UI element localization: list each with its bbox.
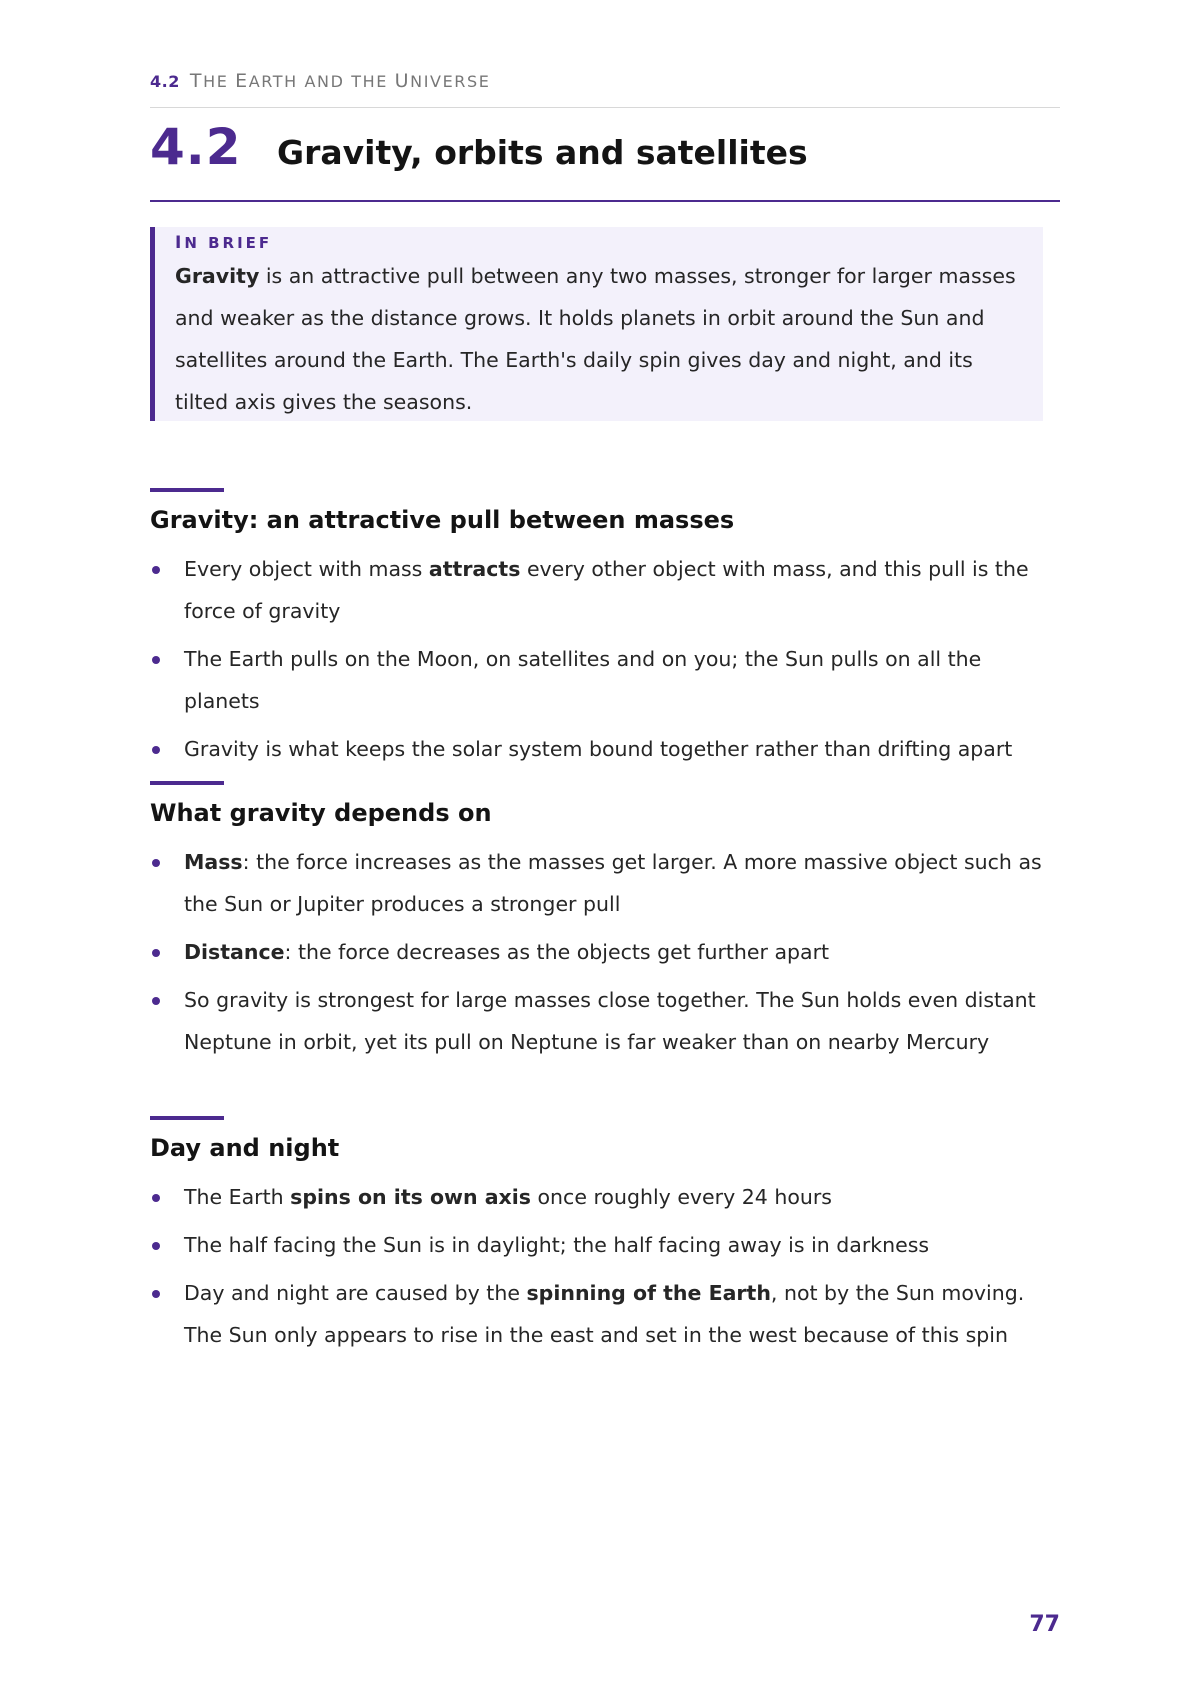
chapter-heading: Gravity, orbits and satellites [277, 133, 808, 172]
running-head-cap: E [235, 70, 249, 92]
list-item [150, 728, 1060, 770]
bullet-icon [152, 1194, 160, 1202]
list-item-text: every other object with mass, and this pull is the force of gravity [184, 557, 1029, 623]
bullet-icon [152, 997, 160, 1005]
bullet-icon [152, 746, 160, 754]
header-divider [150, 107, 1060, 108]
list-item [150, 841, 1060, 925]
section-title: Day and night [150, 1134, 340, 1162]
list-item-text: Every object with mass [184, 557, 429, 581]
bullet-icon [152, 1290, 160, 1298]
running-head-cap: U [394, 70, 411, 92]
section-day-and-night [150, 1116, 1060, 1362]
section-accent-bar [150, 1116, 224, 1120]
list-item-text: The half facing the Sun is in daylight; the half facing away is in darkness [184, 1233, 930, 1257]
bold-term: attracts [428, 557, 521, 581]
list-item [150, 1224, 1060, 1266]
bullet-icon [152, 949, 160, 957]
list-item-text: Day and night are caused by the [184, 1281, 527, 1305]
section-accent-bar [150, 488, 224, 492]
running-head-text: ARTH AND THE [248, 72, 395, 91]
list-item-text: : the force decreases as the objects get further apart [284, 940, 830, 964]
list-item [150, 1272, 1060, 1356]
in-brief-label-cap: I [175, 233, 185, 253]
title-divider [150, 200, 1060, 202]
bold-term: spinning of the Earth [526, 1281, 771, 1305]
bullet-list [150, 1176, 1060, 1356]
in-brief-body: is an attractive pull between any two masses, stronger for larger masses and weaker as the distance grows. It holds planets in orbit around the Sun and satellites around the Earth. The Earth's daily spin gives day and night, and its tilted axis gives the seasons. [175, 264, 1016, 414]
bullet-icon [152, 859, 160, 867]
in-brief-label-text: N BRIEF [184, 234, 273, 252]
chapter-title [150, 118, 1060, 198]
list-item [150, 548, 1060, 632]
list-item [150, 1176, 1060, 1218]
section-title: What gravity depends on [150, 799, 492, 827]
list-item-text: The Earth [184, 1185, 291, 1209]
section-title: Gravity: an attractive pull between masses [150, 506, 735, 534]
bold-term: Mass [184, 850, 243, 874]
in-brief-lead: Gravity [175, 264, 260, 288]
list-item [150, 979, 1060, 1063]
in-brief-text [175, 255, 1025, 423]
bullet-icon [152, 566, 160, 574]
running-head-cap: T [189, 70, 204, 92]
in-brief-box [150, 227, 1043, 421]
bullet-list [150, 841, 1060, 1063]
chapter-number: 4.2 [150, 118, 242, 176]
bullet-icon [152, 656, 160, 664]
section-accent-bar [150, 781, 224, 785]
in-brief-label [175, 233, 1025, 253]
list-item-text: So gravity is strongest for large masses close together. The Sun holds even distant Neptune in orbit, yet its pull on Neptune is far weaker than on nearby Mercury [184, 988, 1036, 1054]
list-item-text: The Earth pulls on the Moon, on satellites and on you; the Sun pulls on all the planets [184, 647, 982, 713]
list-item-text: Gravity is what keeps the solar system bound together rather than drifting apart [184, 737, 1013, 761]
list-item [150, 638, 1060, 722]
running-head-text: HE [203, 72, 236, 91]
bullet-list [150, 548, 1060, 770]
running-head-number: 4.2 [150, 72, 180, 91]
page-number: 77 [1029, 1612, 1060, 1637]
list-item-text: : the force increases as the masses get larger. A more massive object such as the Sun or Jupiter produces a stronger pull [184, 850, 1042, 916]
list-item [150, 931, 1060, 973]
running-head-text: NIVERSE [410, 72, 491, 91]
bullet-icon [152, 1242, 160, 1250]
running-head [150, 70, 490, 92]
list-item-text: , not by the Sun moving. The Sun only appears to rise in the east and set in the west because of this spin [184, 1281, 1025, 1347]
bold-term: spins on its own axis [290, 1185, 531, 1209]
section-gravity [150, 488, 1060, 776]
list-item-text: once roughly every 24 hours [531, 1185, 832, 1209]
bold-term: Distance [184, 940, 285, 964]
section-gravity-depends [150, 781, 1060, 1069]
